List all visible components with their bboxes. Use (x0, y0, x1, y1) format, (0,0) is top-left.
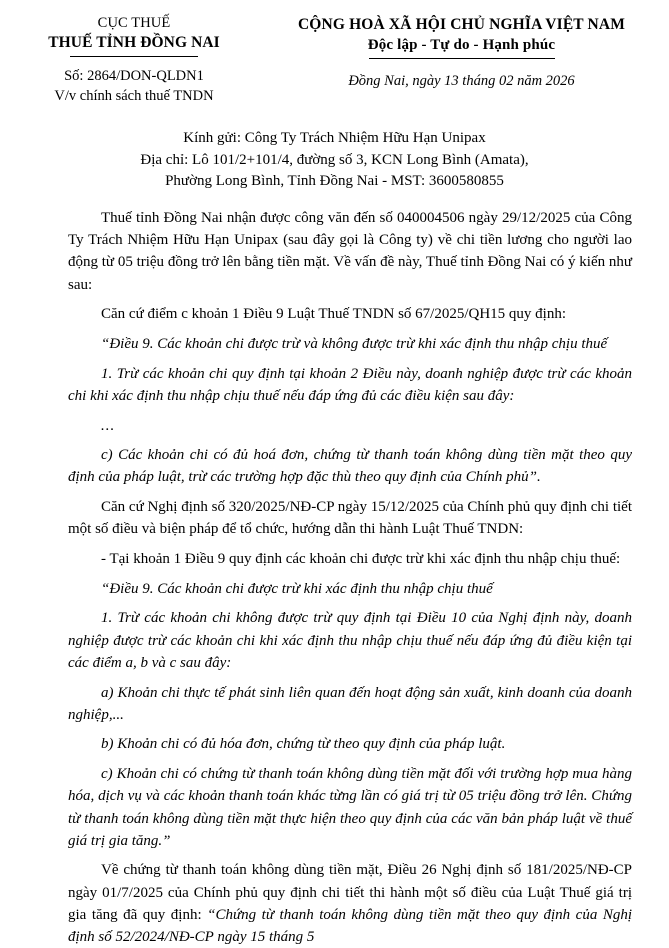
quote-decree-point-c: c) Khoản chi có chứng từ thanh toán không dùng tiền mặt đối với trường hợp mua hàng hóa, dịch vụ và các khoản thanh toán khác từng lần có giá trị từ 05 triệu đồng trở lên. Chứng từ thanh toán không dùng tiền mặt thực hiện theo quy định của các văn bản pháp luật về thuế giá trị gia tăng.” (68, 766, 632, 849)
body-paragraph-decree-181 (68, 859, 632, 948)
quote-decree-point-a: a) Khoản chi thực tế phát sinh liên quan đến hoạt động sản xuất, kinh doanh của doanh nghiệp,... (68, 684, 632, 723)
agency-underline-rule (70, 56, 198, 57)
document-header (0, 0, 669, 106)
quote-article-9-point-c: c) Các khoản chi có đủ hoá đơn, chứng từ thanh toán không dùng tiền mặt theo quy định của pháp luật, trừ các trường hợp đặc thù theo quy định của Chính phủ”. (68, 447, 632, 486)
national-heading-block (268, 14, 669, 91)
document-body (0, 207, 669, 948)
decree-181-lead-text: Về chứng từ thanh toán không dùng tiền mặt, Điều 26 Nghị định số 181/2025/NĐ-CP ngày 01/7/2025 của Chính phủ quy định chi tiết thi hành một số điều của Luật Thuế giá trị gia tăng đã quy định: (68, 862, 632, 923)
national-title: CỘNG HOÀ XÃ HỘI CHỦ NGHĨA VIỆT NAM (297, 16, 626, 33)
place-and-date: Đồng Nai, ngày 13 tháng 02 năm 2026 (348, 73, 575, 90)
issuing-agency-block (0, 14, 268, 106)
national-motto: Độc lập - Tự do - Hạnh phúc (367, 37, 556, 53)
body-paragraph-legal-basis-decree-320: Căn cứ Nghị định số 320/2025/NĐ-CP ngày 15/12/2025 của Chính phủ quy định chi tiết một số điều và biện pháp để tổ chức, hướng dẫn thi hành Luật Thuế TNDN: (68, 499, 632, 538)
recipient-address-line-2: Phường Long Bình, Tỉnh Đồng Nai - MST: 3600580855 (165, 173, 504, 190)
agency-parent-name: CỤC THUẾ (97, 15, 171, 31)
decree-181-quote-text: “Chứng từ thanh toán không dùng tiền mặt theo quy định của Nghị định số 52/2024/NĐ-CP ngày 15 tháng 5 (68, 906, 632, 946)
body-paragraph-legal-basis-law: Căn cứ điểm c khoản 1 Điều 9 Luật Thuế TNDN số 67/2025/QH15 quy định: (101, 306, 567, 323)
quote-decree-point-b: b) Khoản chi có đủ hóa đơn, chứng từ theo quy định của pháp luật. (101, 736, 506, 753)
document-number: Số: 2864/DON-QLDN1 (64, 68, 204, 85)
quote-decree-clause-1: 1. Trừ các khoản chi không được trừ quy định tại Điều 10 của Nghị định này, doanh nghiệp được trừ các khoản chi khi xác định thu nhập chịu thuế nếu đáp ứng đủ điều kiện tại các điểm a, b và c sau đây: (68, 610, 632, 671)
quote-article-9-clause-1: 1. Trừ các khoản chi quy định tại khoản 2 Điều này, doanh nghiệp được trừ các khoản chi khi xác định thu nhập chịu thuế nếu đáp ứng đủ các điều kiện sau đây: (68, 365, 632, 404)
quote-decree-article-9-heading: “Điều 9. Các khoản chi được trừ khi xác định thu nhập chịu thuế (101, 580, 493, 597)
recipient-address-line-1: Địa chỉ: Lô 101/2+101/4, đường số 3, KCN Long Bình (Amata), (140, 151, 529, 168)
document-subject-reference: V/v chính sách thuế TNDN (54, 88, 214, 105)
body-paragraph-intro: Thuế tỉnh Đồng Nai nhận được công văn đến số 040004506 ngày 29/12/2025 của Công Ty Trách Nhiệm Hữu Hạn Unipax (sau đây gọi là Công ty) về chi tiền lương cho người lao động từ 05 triệu đồng trở lên bằng tiền mặt. Về vấn đề này, Thuế tỉnh Đồng Nai có ý kiến như sau: (68, 209, 632, 293)
motto-underline-rule (369, 58, 555, 59)
agency-name: THUẾ TỈNH ĐỒNG NAI (48, 34, 220, 51)
quote-article-9-heading: “Điều 9. Các khoản chi được trừ và không được trừ khi xác định thu nhập chịu thuế (101, 335, 608, 352)
recipient-name-line: Kính gửi: Công Ty Trách Nhiệm Hữu Hạn Unipax (183, 130, 486, 147)
quote-ellipsis: ... (101, 417, 116, 434)
recipient-block (0, 128, 669, 193)
body-paragraph-clause-1-article-9-intro: - Tại khoản 1 Điều 9 quy định các khoản chi được trừ khi xác định thu nhập chịu thuế: (101, 551, 621, 568)
